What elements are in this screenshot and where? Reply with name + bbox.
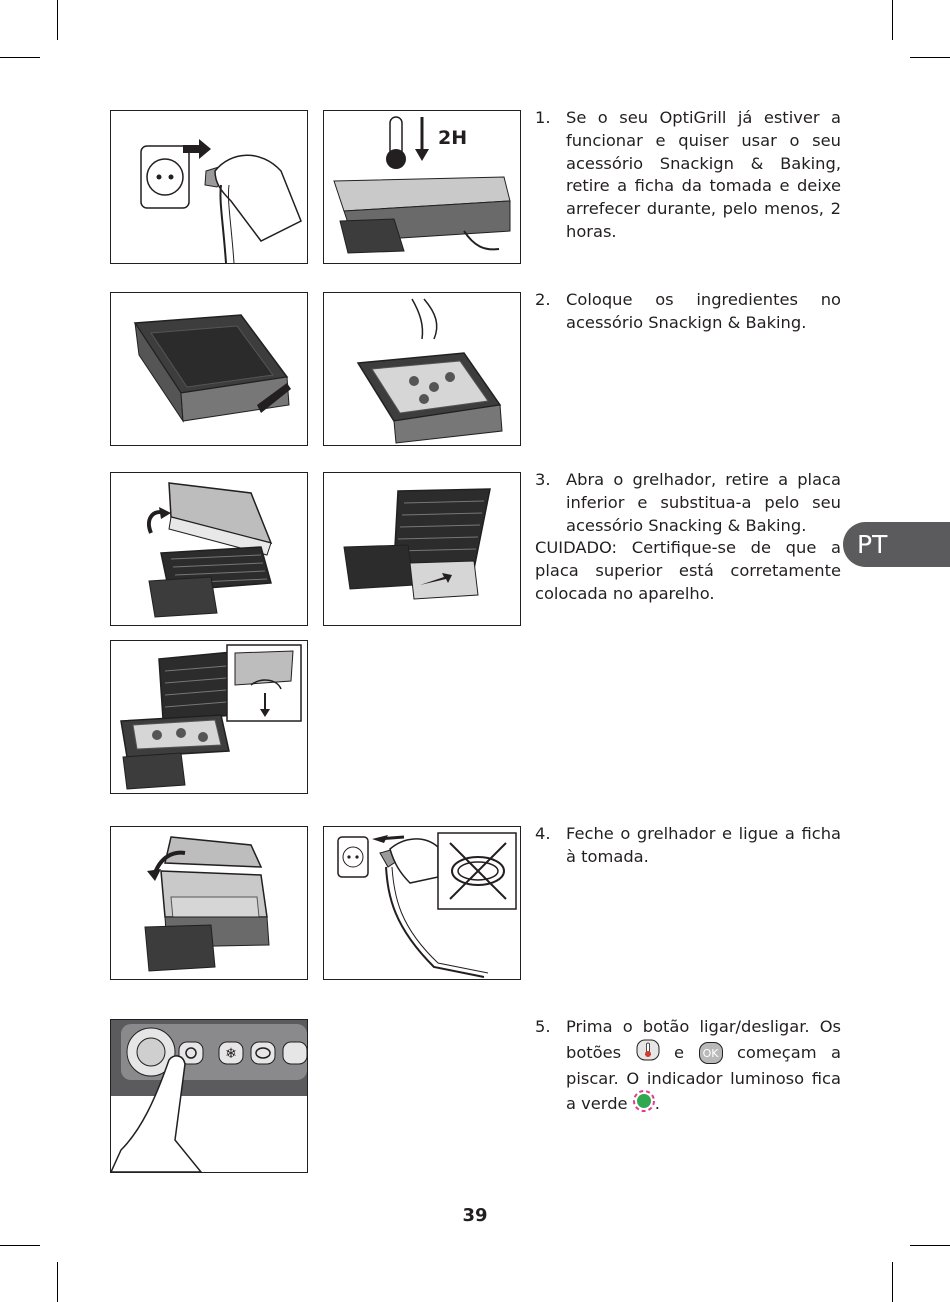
crop-mark bbox=[57, 0, 58, 40]
figure-insert-tray bbox=[323, 472, 521, 626]
crop-mark bbox=[910, 1245, 950, 1246]
figure-empty-tray bbox=[110, 292, 308, 446]
step-4 bbox=[535, 823, 841, 869]
crop-mark bbox=[892, 0, 893, 40]
step-number: 1. bbox=[535, 108, 551, 127]
step-text: Feche o grelhador e ligue a ficha à tomada. bbox=[566, 824, 841, 866]
figure-cooldown bbox=[323, 110, 521, 264]
step-number: 3. bbox=[535, 470, 551, 489]
figure-filled-tray bbox=[323, 292, 521, 446]
page-number: 39 bbox=[462, 1205, 488, 1226]
crop-mark bbox=[0, 57, 40, 58]
step-text bbox=[566, 1016, 841, 1119]
step-1 bbox=[535, 107, 841, 244]
figure-open-grill bbox=[110, 472, 308, 626]
step-5 bbox=[535, 1016, 841, 1119]
crop-mark bbox=[57, 1262, 58, 1302]
caution-note: CUIDADO: Certifique-se de que a placa superior está corretamente colocada no aparelho. bbox=[535, 538, 841, 603]
cooldown-label: 2H bbox=[438, 127, 468, 149]
step-text-part: começam a piscar. O indicador luminoso fica a verde bbox=[566, 1042, 841, 1114]
step-number: 4. bbox=[535, 824, 551, 843]
step-text: Se o seu OptiGrill já estiver a funcionar e quiser usar o seu acessório Snackign & Baking, retire a ficha da tomada e deixe arrefecer durante, pelo menos, 2 horas. bbox=[566, 108, 841, 241]
figure-close-grill bbox=[110, 826, 308, 980]
step-3 bbox=[535, 469, 841, 537]
figure-plug-in bbox=[323, 826, 521, 980]
language-tab: PT bbox=[843, 522, 950, 567]
step-text: Coloque os ingredientes no acessório Snackign & Baking. bbox=[566, 290, 841, 332]
step-text: Abra o grelhador, retire a placa inferior e substitua-a pelo seu acessório Snacking & Baking. bbox=[566, 470, 841, 535]
svg-text:❄: ❄ bbox=[225, 1046, 237, 1062]
step-number: 5. bbox=[535, 1017, 551, 1036]
figure-unplug bbox=[110, 110, 308, 264]
figure-power-button bbox=[110, 1019, 308, 1173]
step-number: 2. bbox=[535, 290, 551, 309]
step-2 bbox=[535, 289, 841, 335]
step-text-part: e bbox=[674, 1042, 685, 1062]
ok-icon: OK bbox=[699, 1042, 723, 1064]
green-indicator-icon bbox=[633, 1090, 655, 1119]
crop-mark bbox=[910, 57, 950, 58]
step-text-part: . bbox=[654, 1094, 660, 1114]
step-text-part: Prima o botão ligar/desligar. Os botões bbox=[566, 1017, 841, 1062]
thermometer-icon bbox=[636, 1039, 660, 1068]
crop-mark bbox=[892, 1262, 893, 1302]
figure-tray-placed bbox=[110, 640, 308, 794]
crop-mark bbox=[0, 1245, 40, 1246]
